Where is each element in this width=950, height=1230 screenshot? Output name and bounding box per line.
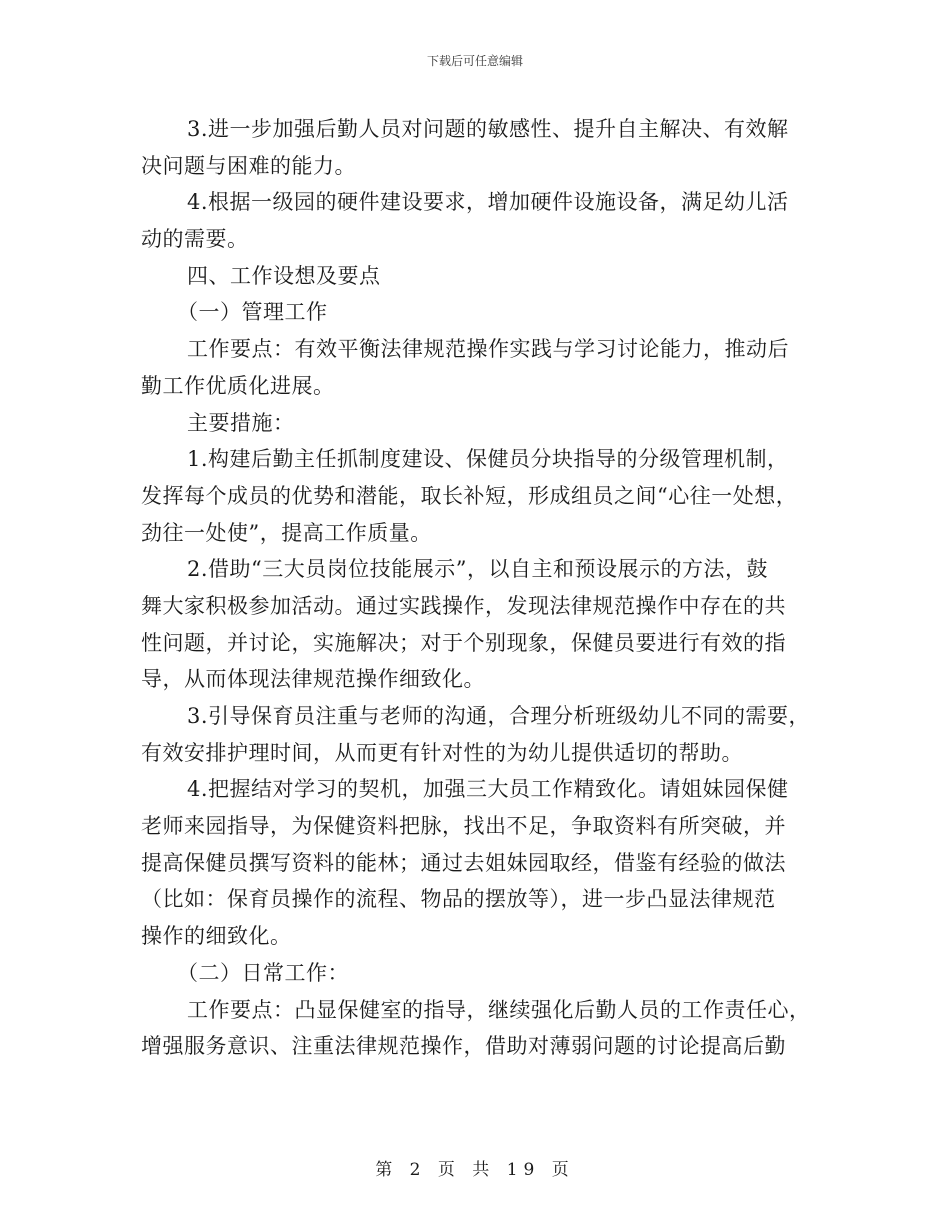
text-line: 动的需要。 <box>141 227 249 252</box>
subsection-heading: （一）管理工作 <box>177 300 328 325</box>
text-line: （比如：保育员操作的流程、物品的摆放等），进一步凸显法律规范 <box>141 887 776 912</box>
text-line: 主要措施： <box>187 410 295 435</box>
text-line: 3.进一步加强后勤人员对问题的敏感性、提升自主解决、有效解 <box>187 117 789 141</box>
text-line: 有效安排护理时间，从而更有针对性的为幼儿提供适切的帮助。 <box>141 740 743 765</box>
text-line: 工作要点：有效平衡法律规范操作实践与学习讨论能力，推动后 <box>187 337 789 362</box>
text-line: 劲往一处使”，提高工作质量。 <box>141 520 432 545</box>
text-line: 3.引导保育员注重与老师的沟通，合理分析班级幼儿不同的需要， <box>187 704 811 728</box>
text-line: 4.把握结对学习的契机，加强三大员工作精致化。请姐妹园保健 <box>187 777 789 802</box>
page-number: 第 2 页 共 19 页 <box>375 1160 575 1180</box>
text-line: 性问题，并讨论，实施解决；对于个别现象，保健员要进行有效的指 <box>141 630 786 655</box>
text-line: 决问题与困难的能力。 <box>141 153 356 178</box>
text-line: 勤工作优质化进展。 <box>141 373 335 398</box>
text-line: 老师来园指导，为保健资料把脉，找出不足，争取资料有所突破，并 <box>141 814 786 839</box>
text-line: 操作的细致化。 <box>141 924 292 949</box>
section-heading: 四、工作设想及要点 <box>187 263 381 288</box>
page-header-note: 下载后可任意编辑 <box>426 54 523 68</box>
text-line: 4.根据一级园的硬件建设要求，增加硬件设施设备，满足幼儿活 <box>187 190 789 215</box>
text-line: 舞大家积极参加活动。通过实践操作，发现法律规范操作中存在的共 <box>141 593 786 618</box>
text-line: 提高保健员撰写资料的能林；通过去姐妹园取经，借鉴有经验的做法 <box>141 850 786 875</box>
text-line: 2.借助“三大员岗位技能展示”，以自主和预设展示的方法，鼓 <box>187 557 769 582</box>
text-line: 工作要点：凸显保健室的指导，继续强化后勤人员的工作责任心， <box>187 997 811 1022</box>
document-body <box>141 111 811 1065</box>
text-line: 增强服务意识、注重法律规范操作，借助对薄弱问题的讨论提高后勤 <box>141 1034 786 1059</box>
text-line: 导，从而体现法律规范操作细致化。 <box>141 667 485 692</box>
subsection-heading: （二）日常工作： <box>177 960 349 985</box>
text-line: 发挥每个成员的优势和潜能，取长补短，形成组员之间“心往一处想， <box>141 483 798 508</box>
text-line: 1.构建后勤主任抓制度建设、保健员分块指导的分级管理机制， <box>187 447 789 472</box>
